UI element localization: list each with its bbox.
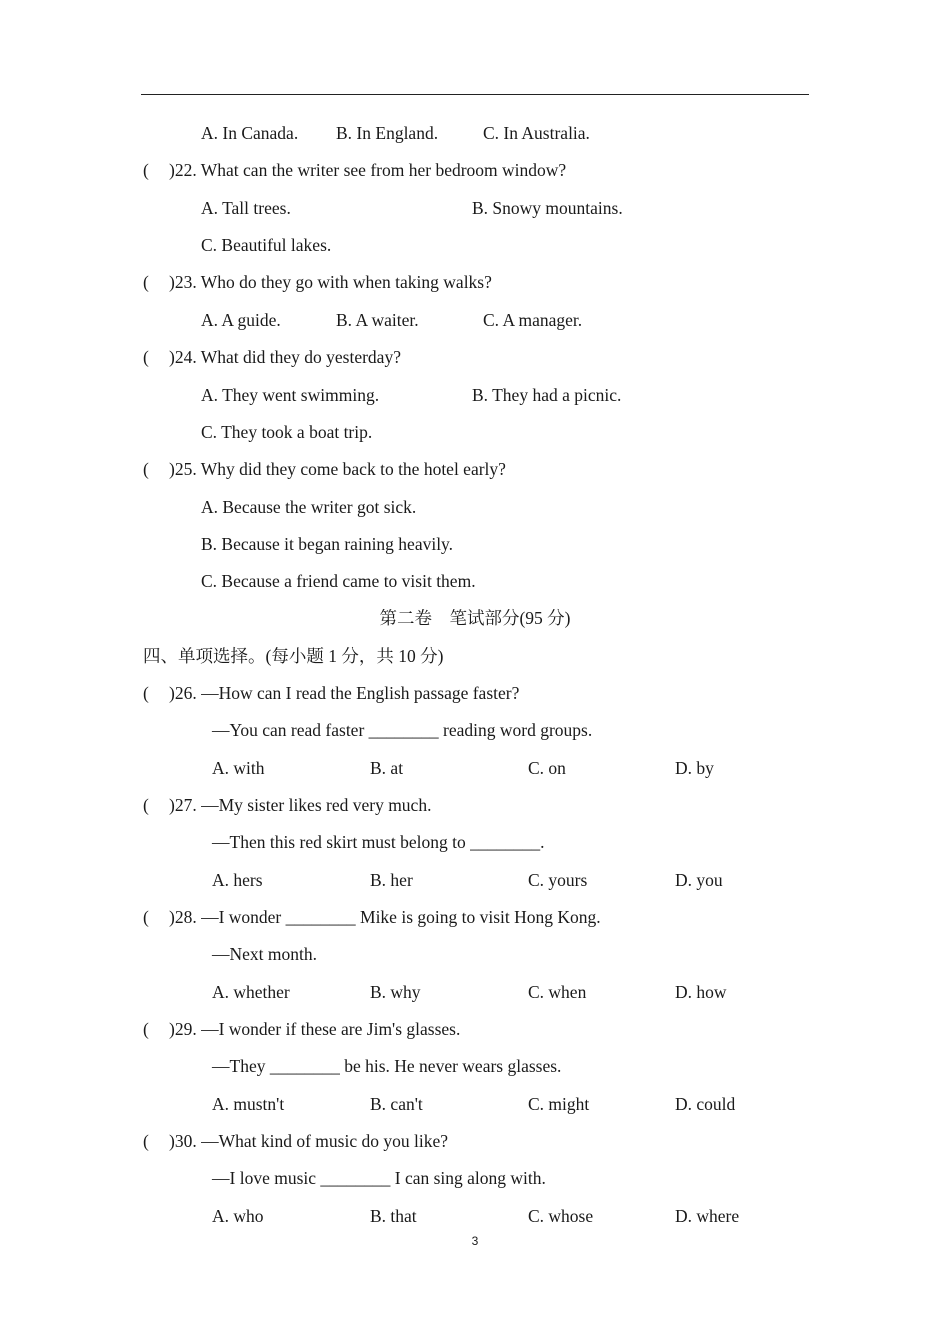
q25-option-a: A. Because the writer got sick.	[201, 497, 417, 517]
q21-option-a: A. In Canada.	[201, 123, 299, 143]
page-number: 3	[471, 1234, 479, 1248]
q24-option-b: B. They had a picnic.	[472, 385, 622, 405]
q26-stem	[143, 682, 519, 704]
q26-option-d: D. by	[675, 758, 714, 778]
q22-option-a: A. Tall trees.	[201, 198, 291, 218]
answer-paren: (	[143, 907, 149, 927]
header-rule	[141, 94, 809, 95]
q29-reply: —They ________ be his. He never wears glasses.	[212, 1056, 562, 1076]
q29-option-a: A. mustn't	[212, 1094, 285, 1114]
q24-text: )24. What did they do yesterday?	[169, 347, 401, 367]
part2-title: 第二卷 笔试部分(95 分)	[379, 608, 571, 628]
answer-paren: (	[143, 1131, 149, 1151]
q28-option-d: D. how	[675, 982, 727, 1002]
q25-option-b: B. Because it began raining heavily.	[201, 534, 454, 554]
q23-option-a: A. A guide.	[201, 310, 281, 330]
q22-option-c: C. Beautiful lakes.	[201, 235, 332, 255]
q27-stem	[143, 794, 431, 816]
answer-paren: (	[143, 683, 149, 703]
q23-text: )23. Who do they go with when taking walks?	[169, 272, 492, 292]
q23-option-b: B. A waiter.	[336, 310, 419, 330]
q28-option-b: B. why	[370, 982, 421, 1002]
q27-option-b: B. her	[370, 870, 413, 890]
q24-option-a: A. They went swimming.	[201, 385, 380, 405]
q30-reply: —I love music ________ I can sing along with.	[212, 1168, 546, 1188]
q26-option-b: B. at	[370, 758, 404, 778]
q28-option-c: C. when	[528, 982, 587, 1002]
answer-paren: (	[143, 795, 149, 815]
q26-option-a: A. with	[212, 758, 265, 778]
q25-option-c: C. Because a friend came to visit them.	[201, 571, 476, 591]
q28-stem	[143, 906, 601, 928]
q28-text: )28. —I wonder ________ Mike is going to visit Hong Kong.	[169, 907, 601, 927]
q30-text: )30. —What kind of music do you like?	[169, 1131, 448, 1151]
q24-option-c: C. They took a boat trip.	[201, 422, 373, 442]
q27-reply: —Then this red skirt must belong to ________.	[212, 832, 545, 852]
q26-option-c: C. on	[528, 758, 566, 778]
q28-option-a: A. whether	[212, 982, 290, 1002]
section4-heading: 四、单项选择。(每小题 1 分，共 10 分)	[143, 646, 444, 666]
q25-text: )25. Why did they come back to the hotel early?	[169, 459, 506, 479]
q29-option-b: B. can't	[370, 1094, 423, 1114]
q27-option-a: A. hers	[212, 870, 263, 890]
q27-option-c: C. yours	[528, 870, 588, 890]
q24-stem	[143, 346, 401, 368]
answer-paren: (	[143, 272, 149, 292]
q29-stem	[143, 1018, 460, 1040]
answer-paren: (	[143, 347, 149, 367]
answer-paren: (	[143, 1019, 149, 1039]
q27-text: )27. —My sister likes red very much.	[169, 795, 432, 815]
q21-option-c: C. In Australia.	[483, 123, 590, 143]
q28-reply: —Next month.	[212, 944, 317, 964]
q29-text: )29. —I wonder if these are Jim's glasses.	[169, 1019, 461, 1039]
q26-reply: —You can read faster ________ reading word groups.	[212, 720, 593, 740]
q21-option-b: B. In England.	[336, 123, 439, 143]
q30-option-c: C. whose	[528, 1206, 594, 1226]
q30-option-d: D. where	[675, 1206, 740, 1226]
answer-paren: (	[143, 160, 149, 180]
q30-option-a: A. who	[212, 1206, 264, 1226]
q29-option-d: D. could	[675, 1094, 736, 1114]
q27-option-d: D. you	[675, 870, 723, 890]
answer-paren: (	[143, 459, 149, 479]
q23-stem	[143, 271, 492, 293]
q29-option-c: C. might	[528, 1094, 590, 1114]
q22-option-b: B. Snowy mountains.	[472, 198, 623, 218]
q25-stem	[143, 458, 506, 480]
q22-text: )22. What can the writer see from her bedroom window?	[169, 160, 567, 180]
q22-stem	[143, 159, 566, 181]
q30-stem	[143, 1130, 448, 1152]
q23-option-c: C. A manager.	[483, 310, 583, 330]
q30-option-b: B. that	[370, 1206, 417, 1226]
q26-text: )26. —How can I read the English passage faster?	[169, 683, 520, 703]
